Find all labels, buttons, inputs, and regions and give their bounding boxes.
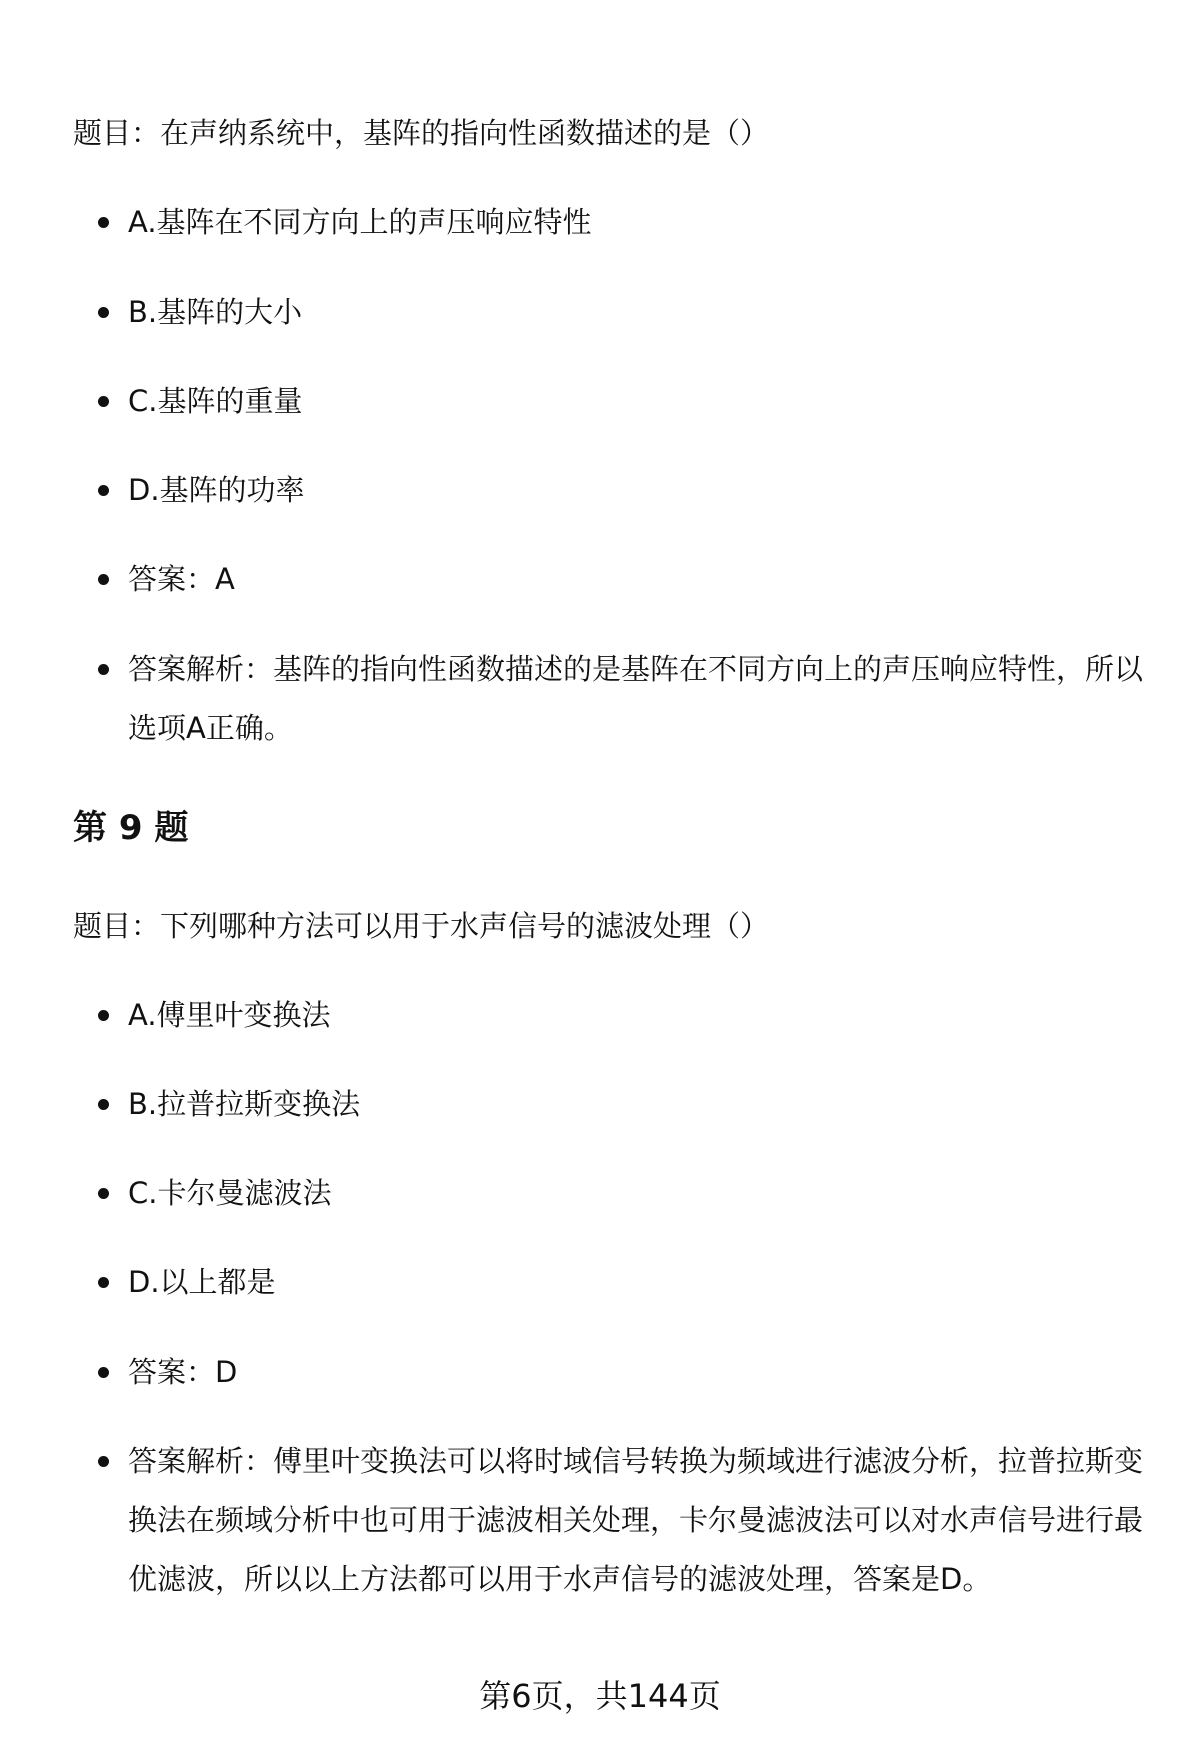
q9-option-b (128, 1075, 1148, 1134)
q8-option-a (128, 193, 1148, 252)
q9-answer (128, 1343, 1148, 1402)
bullet-icon (98, 1164, 110, 1223)
bullet-icon (98, 1343, 110, 1402)
q8-option-d (128, 461, 1148, 520)
option-text: C.基阵的重量 (128, 384, 303, 418)
bullet-icon (98, 283, 110, 342)
q9-analysis (128, 1432, 1148, 1609)
q9-option-d (128, 1253, 1148, 1312)
q8-option-b (128, 283, 1148, 342)
option-text: A.傅里叶变换法 (128, 998, 331, 1032)
bullet-icon (98, 986, 110, 1045)
bullet-icon (98, 1432, 110, 1491)
option-text: B.基阵的大小 (128, 295, 303, 329)
q8-analysis (128, 640, 1148, 758)
page-number: 第6页，共144页 (479, 1677, 721, 1715)
option-text: C.卡尔曼滤波法 (128, 1176, 332, 1210)
analysis-text: 答案解析：基阵的指向性函数描述的是基阵在不同方向上的声压响应特性，所以选项A正确。 (128, 652, 1144, 745)
q9-heading: 第 9 题 (73, 808, 189, 848)
bullet-icon (98, 372, 110, 431)
q9-option-a (128, 986, 1148, 1045)
q8-option-c (128, 372, 1148, 431)
option-text: D.以上都是 (128, 1265, 276, 1299)
q8-stem: 题目：在声纳系统中，基阵的指向性函数描述的是（） (73, 116, 770, 150)
option-text: B.拉普拉斯变换法 (128, 1087, 361, 1121)
q8-answer (128, 550, 1148, 609)
q9-stem: 题目：下列哪种方法可以用于水声信号的滤波处理（） (73, 909, 770, 943)
bullet-icon (98, 1075, 110, 1134)
analysis-text: 答案解析：傅里叶变换法可以将时域信号转换为频域进行滤波分析，拉普拉斯变换法在频域分析中也可用于滤波相关处理，卡尔曼滤波法可以对水声信号进行最优滤波，所以以上方法都可以用于水声信号的滤波处理，答案是D。 (128, 1444, 1144, 1596)
bullet-icon (98, 550, 110, 609)
bullet-icon (98, 640, 110, 699)
option-text: A.基阵在不同方向上的声压响应特性 (128, 205, 592, 239)
option-text: D.基阵的功率 (128, 473, 305, 507)
q9-option-c (128, 1164, 1148, 1223)
bullet-icon (98, 461, 110, 520)
answer-text: 答案：D (128, 1355, 238, 1389)
bullet-icon (98, 1253, 110, 1312)
answer-text: 答案：A (128, 562, 235, 596)
bullet-icon (98, 193, 110, 252)
